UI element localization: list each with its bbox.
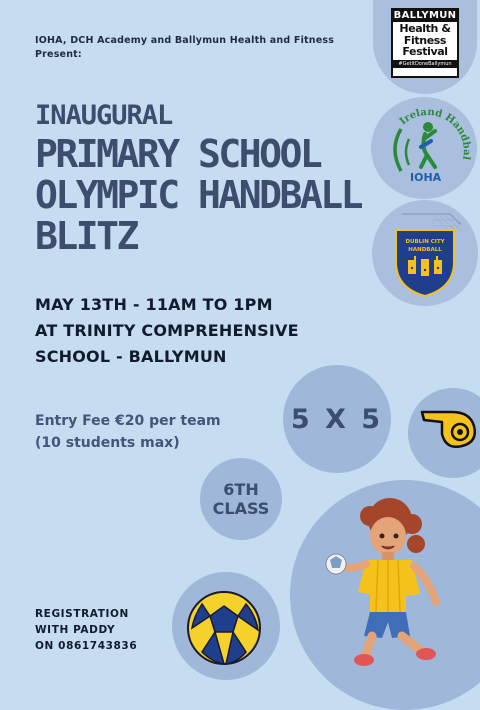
headline-line: OLYMPIC HANDBALL xyxy=(35,173,362,217)
ballymun-festival-logo xyxy=(391,8,459,78)
handball-icon xyxy=(172,572,280,680)
logo-text-line: Fitness xyxy=(403,33,447,47)
logo-text xyxy=(393,23,457,58)
event-line: SCHOOL - BALLYMUN xyxy=(35,347,227,366)
ioha-logo xyxy=(371,97,477,199)
logo-hashtag: #GetItDoneBallymun xyxy=(393,60,457,68)
registration-info xyxy=(35,606,137,654)
entry-fee-note: (10 students max) xyxy=(35,435,180,451)
event-line: MAY 13TH - 11AM TO 1PM xyxy=(35,295,273,314)
headline-line: BLITZ xyxy=(35,214,137,258)
whistle-icon xyxy=(408,388,480,478)
entry-fee-line: Entry Fee €20 per team xyxy=(35,413,221,429)
logo-text-line: Festival xyxy=(402,45,448,58)
class-badge xyxy=(200,458,282,540)
dublin-name: HANDBALL xyxy=(408,247,442,253)
format-text: 5 X 5 xyxy=(290,403,384,435)
presenters-line: Present: xyxy=(35,49,82,60)
entry-fee xyxy=(35,410,221,454)
registration-line: WITH PADDY xyxy=(35,624,116,636)
headline-inaugural: INAUGURAL xyxy=(35,100,173,131)
ioha-logo-circle xyxy=(371,97,477,199)
presenters-line: IOHA, DCH Academy and Ballymun Health and Fitness xyxy=(35,35,335,46)
dublin-handball-logo-circle xyxy=(372,200,478,306)
ball-circle xyxy=(172,572,280,680)
format-badge xyxy=(283,365,391,473)
ioha-arc-text: Ireland Handbal xyxy=(397,106,472,161)
dublin-name: DUBLIN CITY xyxy=(405,239,445,245)
presenters-text xyxy=(35,34,380,62)
headline-line: PRIMARY SCHOOL xyxy=(35,132,321,176)
registration-phone: ON 0861743836 xyxy=(35,640,138,652)
event-line: AT TRINITY COMPREHENSIVE xyxy=(35,321,299,340)
class-text: 6TH xyxy=(223,480,259,499)
dublin-city-handball-crest xyxy=(372,200,478,306)
registration-line: REGISTRATION xyxy=(35,608,129,620)
ioha-short-text: IOHA xyxy=(410,171,442,184)
class-text: CLASS xyxy=(212,499,270,518)
logo-text: BALLYMUN xyxy=(393,10,457,21)
child-player-illustration xyxy=(320,494,480,672)
whistle-circle xyxy=(408,388,480,478)
logo-text-line: Health & xyxy=(399,22,451,35)
